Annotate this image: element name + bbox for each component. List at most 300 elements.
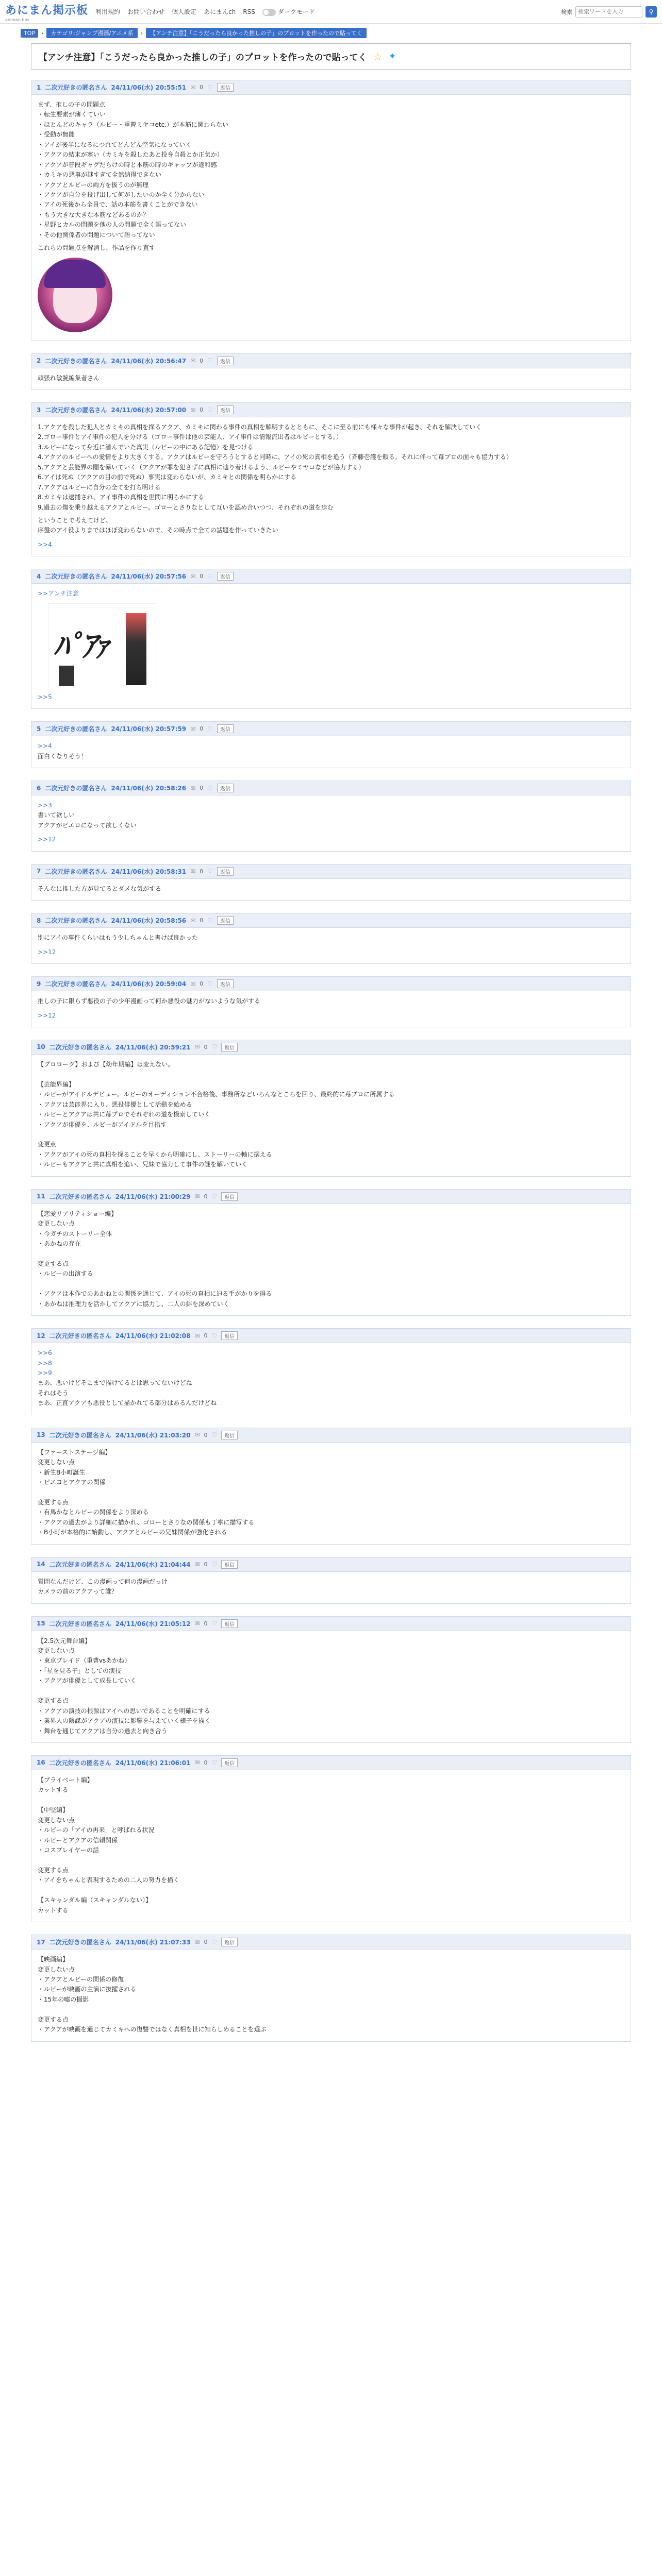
twitter-icon[interactable]: ✦ xyxy=(388,51,396,62)
heart-icon[interactable]: ♡ xyxy=(207,868,213,875)
post-line: 変更しない点 xyxy=(38,1647,75,1654)
reply-count: 0 xyxy=(204,1043,208,1050)
post xyxy=(31,1935,631,2042)
post-line: 変更点 xyxy=(38,1141,57,1148)
reply-button[interactable]: 返信 xyxy=(221,1938,238,1946)
post-number[interactable]: 7 xyxy=(37,868,41,875)
heart-icon[interactable]: ♡ xyxy=(211,1759,218,1767)
post-number[interactable]: 16 xyxy=(37,1759,45,1767)
post-line: 7.アクアはルビーに自分の全てを打ち明ける xyxy=(38,483,161,491)
post-line: ・アクアの演技の根源はアイへの思いであることを明確にする xyxy=(38,1707,210,1715)
reply-anchor[interactable]: >>12 xyxy=(38,948,56,956)
breadcrumb-thread[interactable]: 【アンチ注意】「こうだったら良かった推しの子」のプロットを作ったので貼ってく xyxy=(146,28,367,38)
post-line: 3.ルビーになって身近に潜んでいた真実（ルビーの中にある記憶）を見つける xyxy=(38,443,254,451)
post-date: 24/11/06(水) 20:57:59 xyxy=(111,725,187,733)
chevron-right-icon: › xyxy=(41,29,44,37)
reply-button[interactable]: 返信 xyxy=(217,867,234,876)
post-header xyxy=(31,1040,631,1055)
post-line: 変更する点 xyxy=(38,1866,69,1874)
post-line: 変更する点 xyxy=(38,1260,69,1267)
post xyxy=(31,864,631,901)
post-line: ・業界人の陰謀がアクアの演技に影響を与えていく様子を描く xyxy=(38,1717,211,1725)
nav-settings[interactable]: 個人設定 xyxy=(172,8,197,15)
post-line: まあ、正直アクアも悪役として描かれてる部分はあるんだけどね xyxy=(38,1399,217,1407)
post-author: 二次元好きの匿名さん xyxy=(49,1561,111,1568)
breadcrumb xyxy=(0,24,662,42)
heart-icon[interactable]: ♡ xyxy=(211,1431,218,1439)
post-header xyxy=(31,781,631,795)
post-line: ・舞台を通じてアクアは自分の過去と向き合う xyxy=(38,1727,168,1735)
post xyxy=(31,1755,631,1922)
post-line: 頑張れ敏腕編集者さん xyxy=(38,374,100,382)
post-author: 二次元好きの匿名さん xyxy=(49,1620,111,1628)
post-author: 二次元好きの匿名さん xyxy=(45,980,107,988)
post-line: ・その他関係者の問題について語ってない xyxy=(38,231,155,239)
post-author: 二次元好きの匿名さん xyxy=(45,785,107,792)
post-number[interactable]: 13 xyxy=(37,1431,45,1439)
reply-count: 0 xyxy=(200,868,204,875)
reply-button[interactable]: 返信 xyxy=(221,1043,238,1052)
post-number[interactable]: 1 xyxy=(37,83,41,91)
post-date: 24/11/06(水) 20:58:31 xyxy=(111,868,187,875)
reply-count: 0 xyxy=(200,917,204,924)
post-line: 【映画編】 xyxy=(38,1956,69,1963)
comment-icon: ✉ xyxy=(190,357,196,365)
post-line: ・アクアの過去がより詳細に描かれ、ゴローとさりなの関係も丁寧に描写する xyxy=(38,1518,255,1526)
heart-icon[interactable]: ♡ xyxy=(207,83,213,91)
post-line: ・アクアがアイの死の真相を探ることを早くから明確にし、ストーリーの軸に据える xyxy=(38,1150,272,1158)
post-line: 質問なんだけど、この漫画って何の漫画だっけ xyxy=(38,1578,168,1585)
post-line: ・B小町が本格的に始動し、アクアとルビーの兄妹関係が強化される xyxy=(38,1529,227,1536)
post-body xyxy=(31,368,631,389)
post-line xyxy=(38,1488,624,1498)
comment-icon: ✉ xyxy=(190,868,196,875)
heart-icon[interactable]: ♡ xyxy=(211,1620,218,1628)
post-body xyxy=(31,1770,631,1922)
post-line: ・あかねは推理力を活かしてアクアに協力し、二人の絆を深めていく xyxy=(38,1300,229,1308)
post-line: ・アクアが自分を投げ出して何がしたいのか全く分からない xyxy=(38,191,205,198)
heart-icon[interactable]: ♡ xyxy=(211,1332,218,1340)
anchor-link[interactable]: >>3 xyxy=(38,802,52,809)
comment-icon: ✉ xyxy=(190,725,196,733)
post-line: ・アクアが俳優を、ルビーがアイドルを目指す xyxy=(38,1121,167,1128)
post-line: ・アクアとルビーの両方を扱うのが無理 xyxy=(38,181,149,189)
post-body xyxy=(31,736,631,768)
post-line: 【スキャンダル編（スキャンダルない）】 xyxy=(38,1896,152,1904)
reply-anchor[interactable]: >>5 xyxy=(38,693,52,701)
reply-button[interactable]: 返信 xyxy=(221,1758,238,1767)
post-line: ということで考えてけど、 序盤のアイ役よりまではほぼ変わらないので、その時点で全ての話題を作っていきたい xyxy=(38,516,278,534)
anchor-link[interactable]: >>4 xyxy=(38,742,52,750)
anchor-link[interactable]: >>8 xyxy=(38,1359,52,1367)
post-line: 5.アクアと芸能界の闇を暴いていく（アクアが罪を犯さずに真相に辿り着けるよう、ルビーやミヤコなどが協力する） xyxy=(38,463,365,471)
post-line: ・受動が無能 xyxy=(38,131,75,139)
post-date: 24/11/06(水) 21:00:29 xyxy=(115,1193,191,1200)
post-line: ・アクアが普段ギャグだらけの時と本筋の時のギャップが違和感 xyxy=(38,161,217,168)
post-header xyxy=(31,722,631,736)
reply-count: 0 xyxy=(204,1332,208,1340)
post-line: 推しの子に限らず悪役の子の少年漫画って何か悪役の魅力がないような気がする xyxy=(38,997,261,1005)
anchor-link[interactable]: >>9 xyxy=(38,1369,52,1377)
post-line: アクアがピエロになって欲しくない xyxy=(38,821,137,829)
post-line: ・アイの死後から全員で、話の本筋を書くことができない xyxy=(38,201,198,209)
post-author: 二次元好きの匿名さん xyxy=(49,1431,111,1439)
post-date: 24/11/06(水) 20:58:56 xyxy=(111,917,187,925)
post-line: ・ルビーが映画の主演に抜擢される xyxy=(38,1986,137,1993)
post-number[interactable]: 2 xyxy=(37,357,41,365)
post-header xyxy=(31,977,631,991)
post-line: 変更する点 xyxy=(38,1498,69,1506)
post-line: ・アクアとルビーの関係の修復 xyxy=(38,1975,124,1983)
post-body xyxy=(31,95,631,341)
reply-button[interactable]: 返信 xyxy=(217,357,234,365)
post-header xyxy=(31,913,631,928)
comment-icon: ✉ xyxy=(194,1193,200,1200)
post xyxy=(31,1428,631,1545)
post-line: 【ファーストステージ編】 xyxy=(38,1448,111,1456)
post-author: 二次元好きの匿名さん xyxy=(49,1759,111,1767)
post-date: 24/11/06(水) 21:06:01 xyxy=(115,1759,191,1767)
logo-text: あにまん掲示板 xyxy=(5,4,89,17)
figure-image xyxy=(126,613,146,685)
reply-anchor[interactable]: >>12 xyxy=(38,836,56,843)
post-body xyxy=(31,1950,631,2041)
post-header xyxy=(31,569,631,584)
post-date: 24/11/06(水) 21:07:33 xyxy=(115,1939,191,1946)
post-line: 2.ゴロー事件とアイ事件の犯人を分ける（ゴロー事件は他の芸能人、アイ事件は情報流出者はルビーとする。） xyxy=(38,433,342,441)
post-line: ・有馬かなとルビーの関係をより深める xyxy=(38,1509,149,1516)
post-header xyxy=(31,1190,631,1204)
post-line: ・ほとんどのキャラ（ルビー・重曹ミヤコetc.）が本筋に関わらない xyxy=(38,121,229,128)
post-date: 24/11/06(水) 20:57:00 xyxy=(111,406,187,414)
post-line: 別にアイの事件くらいはもう少しちゃんと書けば良かった xyxy=(38,934,198,942)
post-number[interactable]: 17 xyxy=(37,1938,45,1946)
breadcrumb-category[interactable]: カテゴリ:ジャンプ漫画/アニメ系 xyxy=(46,28,137,38)
post-author: 二次元好きの匿名さん xyxy=(45,84,107,91)
dark-mode-toggle[interactable] xyxy=(262,7,315,16)
post-image[interactable] xyxy=(48,603,156,688)
post-line: ・アクアの結末が寒い（カミキを殺したあと投身自殺とか正気か） xyxy=(38,151,223,159)
reply-button[interactable]: 返信 xyxy=(221,1619,238,1628)
heart-icon[interactable]: ♡ xyxy=(207,980,213,988)
reply-count: 0 xyxy=(200,785,204,791)
reply-count: 0 xyxy=(204,1561,208,1568)
post-author: 二次元好きの匿名さん xyxy=(45,917,107,925)
reply-anchor[interactable]: >>12 xyxy=(38,1011,56,1019)
thread-title: 【アンチ注意】「こうだったら良かった推しの子」のプロットを作ったので貼ってく xyxy=(39,53,367,63)
post-date: 24/11/06(水) 20:56:47 xyxy=(111,357,187,365)
comment-icon: ✉ xyxy=(194,1938,200,1946)
reply-count: 0 xyxy=(204,1939,208,1946)
post-line: 6.アイは死ぬ（アクアの目の前で死ぬ）事実は変わらないが、カミキとの関係を明らかにする xyxy=(38,473,297,481)
chevron-right-icon: › xyxy=(140,29,143,37)
anchor-link[interactable]: >>6 xyxy=(38,1349,52,1357)
post-author: 二次元好きの匿名さん xyxy=(45,357,107,365)
post-header xyxy=(31,354,631,368)
post-line: 書いて欲しい xyxy=(38,811,75,819)
post-line: ・カミキの悪事が謎すぎて全然納得できない xyxy=(38,171,162,179)
post-body xyxy=(31,991,631,1027)
heart-icon[interactable]: ♡ xyxy=(211,1193,218,1200)
post-header xyxy=(31,1756,631,1770)
post-body xyxy=(31,1443,631,1544)
post-line xyxy=(38,1686,624,1696)
post-date: 24/11/06(水) 20:58:26 xyxy=(111,785,187,792)
post-number[interactable]: 5 xyxy=(37,725,41,733)
post-line: ・今ガチのストーリー全体 xyxy=(38,1230,112,1238)
post-date: 24/11/06(水) 20:59:04 xyxy=(111,980,187,988)
reply-count: 0 xyxy=(200,406,204,413)
post-line: 【恋愛リアリティショー編】 xyxy=(38,1210,118,1217)
heart-icon[interactable]: ♡ xyxy=(207,784,213,792)
post-date: 24/11/06(水) 20:55:51 xyxy=(111,84,187,91)
post-line xyxy=(38,1795,624,1805)
thread-container xyxy=(31,43,631,2042)
post-line: 【プロローグ】および【幼年期編】は変えない。 xyxy=(38,1060,174,1068)
reply-count: 0 xyxy=(200,357,204,364)
post-number[interactable]: 3 xyxy=(37,406,41,414)
post-author: 二次元好きの匿名さん xyxy=(49,1939,111,1946)
post-number[interactable]: 12 xyxy=(37,1332,45,1340)
post-image[interactable] xyxy=(38,258,112,332)
post-line: ・もう大きな大きな本筋などあるのか？ xyxy=(38,211,150,218)
site-logo[interactable] xyxy=(5,2,88,22)
reply-count: 0 xyxy=(204,1431,208,1438)
reply-button[interactable]: 返信 xyxy=(217,405,234,414)
post-line: ・ルビーの「アイの再来」と呼ばれる状況 xyxy=(38,1826,155,1834)
post-header xyxy=(31,80,631,95)
post-date: 24/11/06(水) 21:03:20 xyxy=(115,1431,191,1439)
post-line: ・あかねの存在 xyxy=(38,1240,81,1248)
post-header xyxy=(31,403,631,417)
post-number[interactable]: 11 xyxy=(37,1193,45,1200)
post-body xyxy=(31,417,631,556)
post-line: ・ルビーの出演する xyxy=(38,1270,93,1278)
comment-icon: ✉ xyxy=(194,1332,200,1340)
post-header xyxy=(31,1428,631,1443)
heart-icon[interactable]: ♡ xyxy=(211,1561,218,1568)
post-date: 24/11/06(水) 20:59:21 xyxy=(115,1043,191,1051)
post-line: 【2.5次元舞台編】 xyxy=(38,1637,91,1645)
post-line: ・アイが後半になるにつれてどんどん空気になっていく xyxy=(38,141,192,148)
post-author: 二次元好きの匿名さん xyxy=(49,1332,111,1340)
reply-button[interactable]: 返信 xyxy=(217,916,234,925)
calligraphy-image: ﾊﾟｱｧ xyxy=(54,628,108,664)
reply-button[interactable]: 返信 xyxy=(221,1431,238,1439)
post-line xyxy=(38,1886,624,1895)
post-line xyxy=(38,1855,624,1865)
post-body xyxy=(31,1204,631,1315)
star-icon[interactable]: ☆ xyxy=(373,50,383,63)
post-line: 変更しない点 xyxy=(38,1965,75,1973)
post-line: ・ルビーとアクアの信頼関係 xyxy=(38,1836,118,1844)
search-icon[interactable]: ⚲ xyxy=(646,6,657,18)
breadcrumb-top[interactable]: TOP xyxy=(21,29,38,38)
dark-mode-label: ダークモード xyxy=(277,8,315,15)
comment-icon: ✉ xyxy=(190,572,196,580)
post-number[interactable]: 8 xyxy=(37,917,41,924)
post xyxy=(31,913,631,964)
reply-button[interactable]: 返信 xyxy=(221,1192,238,1201)
post xyxy=(31,353,631,390)
post xyxy=(31,402,631,556)
post-line: ・アクアは本作でのあかねとの関係を通じて、アイの死の真相に迫る手がかりを得る xyxy=(38,1290,272,1298)
post-date: 24/11/06(水) 21:02:08 xyxy=(115,1332,191,1340)
post-line: 変更しない点 xyxy=(38,1459,75,1466)
post-body xyxy=(31,928,631,963)
site-header xyxy=(0,0,662,24)
heart-icon[interactable]: ♡ xyxy=(207,572,213,580)
logo-subtext: animan bbs xyxy=(5,17,29,22)
post-line: 4.アクアのルビーへの愛情をより大きくする。アクアはルビーを守ろうとすると同時に、アイの死の真相を追う（斉藤壱護を頼る。それに伴って苺プロの面々も協力する） xyxy=(38,453,512,461)
comment-icon: ✉ xyxy=(190,980,196,988)
post-line xyxy=(38,1070,624,1079)
nav-contact[interactable]: お問い合わせ xyxy=(127,8,165,15)
nav-terms[interactable]: 利用規約 xyxy=(95,8,121,15)
post-line xyxy=(38,1279,624,1289)
post-body xyxy=(31,1572,631,1603)
reply-count: 0 xyxy=(204,1759,208,1766)
reply-button[interactable]: 返信 xyxy=(217,572,234,581)
nav-rss[interactable]: RSS xyxy=(243,8,255,15)
reply-anchor[interactable]: >>4 xyxy=(38,540,52,548)
post-line: そんなに推した方が見てるとダメな気がする xyxy=(38,885,162,892)
search-area xyxy=(561,6,657,18)
post-line: 9.過去の傷を乗り越えるアクアとルビー。ゴローとさりなとして互いを認め合いつつ、それぞれの道を歩む xyxy=(38,503,334,511)
post-line: ・ルビーとアクアは共に苺プロでそれぞれの道を模索していく xyxy=(38,1111,211,1118)
post xyxy=(31,1557,631,1604)
post xyxy=(31,80,631,341)
post-number[interactable]: 9 xyxy=(37,980,41,988)
reply-button[interactable]: 返信 xyxy=(217,979,234,988)
post-line: 変更しない点 xyxy=(38,1220,75,1228)
post-line: ・新生B小町誕生 xyxy=(38,1468,86,1476)
post-body xyxy=(31,1055,631,1176)
reply-count: 0 xyxy=(200,725,204,733)
post xyxy=(31,1616,631,1743)
post-line: ・東京ブレイド（重曹vsあかね） xyxy=(38,1657,131,1665)
post-line: ・アクアが俳優として成長していく xyxy=(38,1677,137,1685)
post-line: ・転生要素が薄くていい xyxy=(38,111,106,118)
post-author: 二次元好きの匿名さん xyxy=(49,1193,111,1200)
reply-button[interactable]: 返信 xyxy=(217,784,234,792)
post-number[interactable]: 6 xyxy=(37,784,41,792)
heart-icon[interactable]: ♡ xyxy=(207,357,213,365)
thread-title-box xyxy=(31,43,631,70)
post-line: 変更する点 xyxy=(38,2015,69,2023)
post-number[interactable]: 14 xyxy=(37,1561,45,1568)
post-line: それはそう xyxy=(38,1389,69,1397)
heart-icon[interactable]: ♡ xyxy=(211,1938,218,1946)
post-line: カットする xyxy=(38,1906,69,1914)
heart-icon[interactable]: ♡ xyxy=(211,1043,218,1051)
post-line xyxy=(38,1249,624,1259)
reply-count: 0 xyxy=(200,573,204,580)
post-author: 二次元好きの匿名さん xyxy=(45,406,107,414)
comment-icon: ✉ xyxy=(194,1620,200,1628)
reply-button[interactable]: 返信 xyxy=(221,1331,238,1340)
search-input[interactable] xyxy=(575,6,642,18)
post-line: ・アイをちゃんと表現するための二人の努力を描く xyxy=(38,1876,179,1884)
post-header xyxy=(31,1557,631,1572)
post xyxy=(31,976,631,1027)
post-number[interactable]: 10 xyxy=(37,1043,45,1051)
post-line: ・15年の嘘の撮影 xyxy=(38,1995,89,2003)
post-author: 二次元好きの匿名さん xyxy=(45,725,107,733)
post-line: 8.カミキは逮捕され、アイ事件の真相を世間に明らかにする xyxy=(38,494,205,501)
nav-animanch[interactable]: あにまんch xyxy=(204,8,236,15)
post-line xyxy=(38,2005,624,2014)
post-line: ・コスプレイヤーの話 xyxy=(38,1846,99,1854)
reply-count: 0 xyxy=(200,84,204,91)
post-number[interactable]: 15 xyxy=(37,1620,45,1628)
post-date: 24/11/06(水) 20:57:56 xyxy=(111,573,187,581)
post xyxy=(31,569,631,709)
post-header xyxy=(31,1329,631,1343)
post-line: カットする xyxy=(38,1786,69,1794)
post-number[interactable]: 4 xyxy=(37,572,41,580)
comment-icon: ✉ xyxy=(190,406,196,414)
post-body xyxy=(31,795,631,851)
post-line: ・星野ヒカルの問題を他の人の問題で全く語ってない xyxy=(38,221,187,229)
post-header xyxy=(31,865,631,879)
heart-icon[interactable]: ♡ xyxy=(207,406,213,414)
post-body xyxy=(31,1343,631,1415)
post-line: まあ、悪いけどそこまで描けてるとは思ってないけどね xyxy=(38,1379,192,1387)
comment-icon: ✉ xyxy=(194,1431,200,1439)
reply-count: 0 xyxy=(204,1620,208,1627)
post-line: 【中堅編】 xyxy=(38,1806,69,1814)
post xyxy=(31,721,631,768)
comment-icon: ✉ xyxy=(190,917,196,924)
post-author: 二次元好きの匿名さん xyxy=(45,573,107,581)
post-line: 1.アクアを殺した犯人とカミキの真相を探るアクア、カミキに関わる事件の真相を解明するとともに、そこに至る前にも様々な事件が起き、それを解決していく xyxy=(38,423,482,431)
anchor-link[interactable]: >>アンチ注意 xyxy=(38,590,79,598)
comment-icon: ✉ xyxy=(194,1043,200,1051)
post xyxy=(31,1040,631,1177)
reply-button[interactable]: 返信 xyxy=(221,1560,238,1569)
post-line: ・ピエヨとアクアの関係 xyxy=(38,1479,106,1486)
post-line: 面白くなりそう！ xyxy=(38,752,88,760)
heart-icon[interactable]: ♡ xyxy=(207,725,213,733)
post-line: 変更する点 xyxy=(38,1697,69,1705)
post-line: 【プライベート編】 xyxy=(38,1776,93,1784)
post-line: ・「星を見る子」としての演技 xyxy=(38,1667,122,1674)
post-body xyxy=(31,879,631,900)
heart-icon[interactable]: ♡ xyxy=(207,917,213,924)
comment-icon: ✉ xyxy=(190,784,196,792)
figure-image xyxy=(59,666,74,686)
comment-icon: ✉ xyxy=(190,83,196,91)
post-body xyxy=(31,584,631,708)
reply-button[interactable]: 返信 xyxy=(217,83,234,92)
post-line: 変更しない点 xyxy=(38,1816,75,1824)
toggle-switch-icon xyxy=(262,9,276,16)
post-line: 【芸能界編】 xyxy=(38,1080,75,1088)
post xyxy=(31,781,631,852)
search-label: 検索 xyxy=(561,8,572,15)
post-author: 二次元好きの匿名さん xyxy=(45,868,107,875)
reply-button[interactable]: 返信 xyxy=(217,724,234,733)
post-list xyxy=(31,80,631,2042)
top-nav xyxy=(95,7,315,16)
post-line: ・ルビーもアクアと共に真相を追い、兄妹で協力して事件の謎を解いていく xyxy=(38,1161,248,1168)
post xyxy=(31,1328,631,1415)
post-line: カメラの前のアクアって誰？ xyxy=(38,1588,118,1596)
post-line xyxy=(38,1130,624,1140)
post-line: まず、推しの子の問題点 xyxy=(38,101,106,108)
post-line: これらの問題点を解消し、作品を作り直す xyxy=(38,244,156,252)
